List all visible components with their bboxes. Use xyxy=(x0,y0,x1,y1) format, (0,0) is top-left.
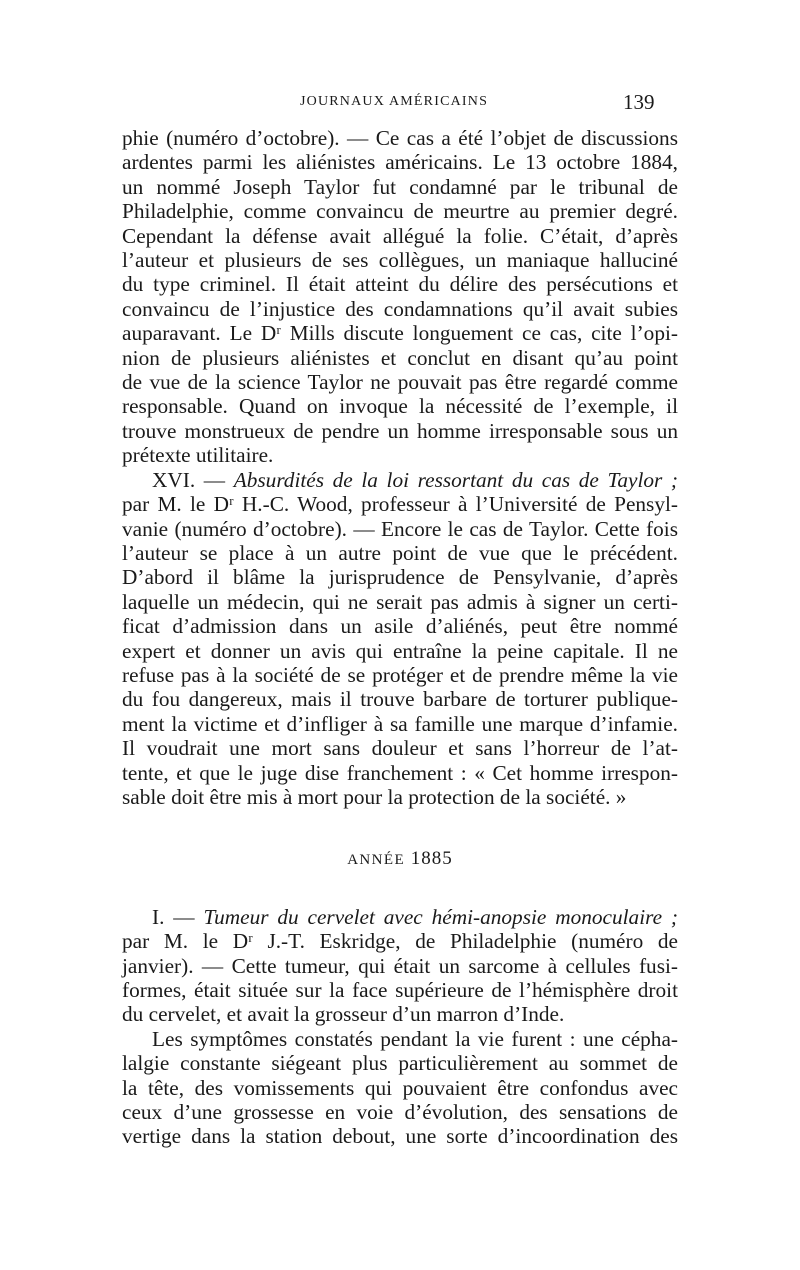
entry-title: Tumeur du cervelet avec hémi-anopsie monoculaire ; xyxy=(203,904,679,929)
text-line: convaincu de l’injustice des condamnations qu’il avait subies xyxy=(122,296,678,321)
text-line: la tête, des vomissements qui pouvaient être confondus avec xyxy=(122,1075,678,1100)
year-heading xyxy=(122,847,678,872)
page-number: 139 xyxy=(623,90,655,114)
running-header xyxy=(0,92,800,118)
entry-heading-line xyxy=(122,468,678,492)
text-line: ceux d’une grossesse en voie d’évolution, des sensations de xyxy=(122,1100,678,1125)
text-line: Les symptômes constatés pendant la vie furent : une cépha- xyxy=(152,1026,678,1051)
text-line: Cependant la défense avait allégué la folie. C’était, d’après xyxy=(122,223,678,248)
paragraph-i xyxy=(122,905,678,1027)
text-line: du cervelet, et avait la grosseur d’un marron d’Inde. xyxy=(122,1002,565,1027)
body-text xyxy=(122,126,678,1149)
text-line: ficat d’admission dans un asile d’aliénés, peut être nommé xyxy=(122,614,678,639)
text-line: ment la victime et d’infliger à sa famille une marque d’infamie. xyxy=(122,711,678,736)
text-line: laquelle un médecin, qui ne serait pas admis à signer un certi- xyxy=(122,589,678,614)
text-line: du type criminel. Il était atteint du délire des persécutions et xyxy=(122,272,678,297)
text-line: janvier). — Cette tumeur, qui était un sarcome à cellules fusi- xyxy=(122,953,678,978)
year-heading-year: 1885 xyxy=(410,848,453,870)
paragraph-taylor-case xyxy=(122,126,678,468)
text-line: formes, était située sur la face supérieure de l’hémisphère droit xyxy=(122,978,678,1002)
text-line: expert et donner un avis qui entraîne la peine capitale. Il ne xyxy=(122,638,678,663)
text-line: lalgie constante siégeant plus particulièrement au sommet de xyxy=(122,1051,678,1076)
text-line: par M. le Dʳ J.-T. Eskridge, de Philadelphie (numéro de xyxy=(122,929,678,954)
paragraph-xvi xyxy=(122,468,678,810)
text-line: auparavant. Le Dʳ Mills discute longuement ce cas, cite l’opi- xyxy=(122,321,678,346)
text-line: tente, et que le juge dise franchement : « Cet homme irrespon- xyxy=(122,760,678,785)
text-line: par M. le Dʳ H.-C. Wood, professeur à l’Université de Pensyl- xyxy=(122,492,678,517)
text-line: l’auteur et plusieurs de ses collègues, un maniaque halluciné xyxy=(122,248,678,273)
text-line: sable doit être mis à mort pour la protection de la société. » xyxy=(122,784,627,809)
entry-number: XVI. — xyxy=(152,467,226,492)
text-line: Philadelphie, comme convaincu de meurtre au premier degré. xyxy=(122,199,678,224)
running-title: JOURNAUX AMÉRICAINS xyxy=(300,94,489,109)
text-line: phie (numéro d’octobre). — Ce cas a été l’objet de discussions xyxy=(122,126,678,150)
text-line: vanie (numéro d’octobre). — Encore le cas de Taylor. Cette fois xyxy=(122,516,678,541)
text-line: un nommé Joseph Taylor fut condamné par le tribunal de xyxy=(122,174,678,199)
text-line: ardentes parmi les aliénistes américains. Le 13 octobre 1884, xyxy=(122,150,678,175)
text-line: vertige dans la station debout, une sorte d’incoordination des xyxy=(122,1124,678,1149)
year-heading-word: ANNÉE xyxy=(347,852,406,869)
paragraph-symptoms xyxy=(122,1027,678,1149)
entry-heading-line xyxy=(122,905,678,929)
text-line: Il voudrait une mort sans douleur et sans l’horreur de l’at- xyxy=(122,736,678,761)
text-line: du fou dangereux, mais il trouve barbare de torturer publique- xyxy=(122,687,678,712)
text-line: prétexte utilitaire. xyxy=(122,443,274,468)
text-line: responsable. Quand on invoque la nécessité de l’exemple, il xyxy=(122,394,678,419)
text-line: nion de plusieurs aliénistes et conclut en disant qu’au point xyxy=(122,345,678,370)
text-line: l’auteur se place à un autre point de vue que le précédent. xyxy=(122,540,678,565)
text-line: D’abord il blâme la jurisprudence de Pensylvanie, d’après xyxy=(122,565,678,590)
text-line: de vue de la science Taylor ne pouvait pas être regardé comme xyxy=(122,370,678,395)
text-line: trouve monstrueux de pendre un homme irresponsable sous un xyxy=(122,418,678,443)
entry-number: I. — xyxy=(152,904,195,929)
entry-title: Absurdités de la loi ressortant du cas de Taylor ; xyxy=(233,467,678,492)
text-line: refuse pas à la société de se protéger et de prendre même la vie xyxy=(122,662,678,687)
